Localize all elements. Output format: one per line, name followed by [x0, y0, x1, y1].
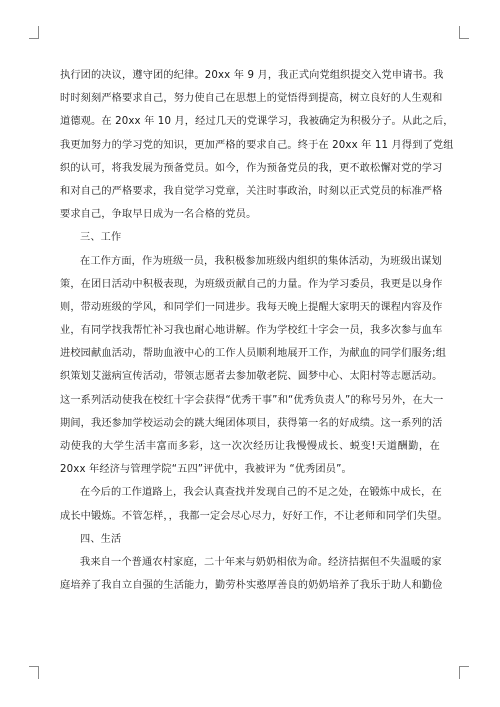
text-line: 业，有同学找我帮忙补习我也耐心地讲解。作为学校红十字会一员，我多次参与血车	[60, 325, 443, 337]
crop-mark-top-left	[29, 26, 39, 39]
section-heading: 三、工作	[80, 232, 122, 244]
text-line: 成长中锻炼。不管怎样，，我都一定会尽心尽力，好好工作，不让老师和同学们失望。	[60, 510, 448, 522]
text-line: 我更加努力的学习党的知识，更加严格的要求自己。终于在 20xx 年 11 月得到了党组	[60, 139, 454, 151]
crop-mark-bottom-right	[459, 666, 469, 679]
text-line: 在工作方面，作为班级一员，我积极参加班级内组织的集体活动，为班级出谋划	[80, 255, 442, 267]
text-line: 动使我的大学生活丰富而多彩，这一次次经历让我慢慢成长、蜕变!天道酬勤，在	[60, 441, 440, 452]
text-line: 我来自一个普通农村家庭，二十年来与奶奶相依为命。经济拮据但不失温暖的家	[80, 556, 442, 568]
text-line: 20xx 年经济与管理学院“五四”评优中，我被评为 “优秀团员”。	[60, 464, 352, 476]
text-line: 要求自己，争取早日成为一名合格的党员。	[60, 209, 257, 221]
text-line: 织策划艾滋病宣传活动，带领志愿者去参加敬老院、圆梦中心、太阳村等志愿活动。	[60, 371, 443, 383]
crop-mark-top-right	[459, 26, 469, 39]
text-line: 这一系列活动使我在校红十字会获得“优秀干事”和“优秀负责人”的称号另外，在大一	[60, 394, 444, 406]
section-heading: 四、生活	[80, 533, 122, 545]
document-body	[60, 64, 454, 597]
text-line: 进校园献血活动，帮助血液中心的工作人员顺利地展开工作，为献血的同学们服务;组	[60, 348, 447, 360]
text-line: 期间，我还参加学校运动会的跳大绳团体项目，获得第一名的好成绩。这一系列的活	[60, 417, 443, 429]
text-line: 道德观。在 20xx 年 10 月，经过几天的党课学习，我被确定为积极分子。从此之后，	[60, 116, 454, 128]
text-line: 则，带动班级的学风，和同学们一同进步。我每天晚上提醒大家明天的课程内容及作	[60, 301, 443, 313]
text-line: 策，在团日活动中积极表现，为班级贡献自己的力量。作为学习委员，我更是以身作	[60, 278, 443, 290]
crop-mark-bottom-left	[29, 666, 39, 679]
text-line: 庭培养了我自立自强的生活能力，勤劳朴实憨厚善良的奶奶培养了我乐于助人和勤俭	[60, 580, 443, 592]
text-line: 时时刻刻严格要求自己，努力使自己在思想上的觉悟得到提高，树立良好的人生观和	[60, 93, 443, 105]
text-line: 织的认可，将我发展为预备党员。如今，作为预备党员的我，更不敢松懈对党的学习	[60, 162, 443, 174]
text-line: 在今后的工作道路上，我会认真查找并发现自己的不足之处，在锻炼中成长，在	[80, 487, 442, 499]
text-line: 执行团的决议，遵守团的纪律。20xx 年 9 月，我正式向党组织提交入党申请书。我	[60, 70, 444, 81]
text-line: 和对自己的严格要求，我自觉学习党章，关注时事政治，时刻以正式党员的标准严格	[60, 185, 443, 197]
